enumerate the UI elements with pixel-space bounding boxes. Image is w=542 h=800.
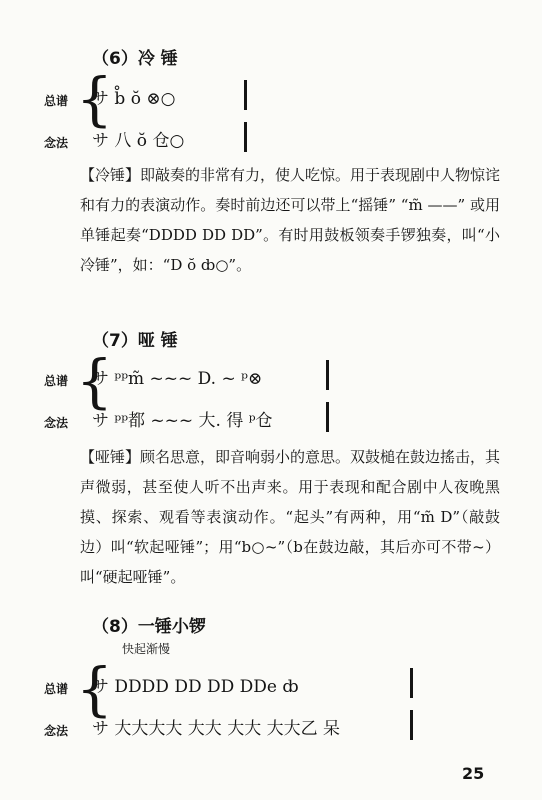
- section-6-title: （6）冷 锤: [92, 49, 178, 69]
- end-barline: [410, 710, 413, 740]
- chant-notes-7: サ ᵖᵖ都 ~~~ 大. 得 ᵖ仓: [92, 411, 273, 431]
- chant-label-6: 念法: [44, 136, 69, 150]
- section-6-paragraph: 【冷锤】即敲奏的非常有力，使人吃惊。用于表现剧中人物惊诧和有力的表演动作。奏时前边还可以带上“摇锤” “m̃ ——” 或用单锤起奏“DDDD DD DD”。有时用鼓板领奏手锣独奏，叫“小冷锤”，如：“D ŏ ȸ○”。: [80, 166, 501, 274]
- staff-brace-8: {: [76, 655, 113, 723]
- tempo-marking: 快起渐慢: [122, 642, 171, 656]
- section-7-paragraph: 【哑锤】顾名思意，即音响弱小的意思。双鼓槌在鼓边搖击，其声微弱，甚至使人听不出声来。用于表现和配合剧中人夜晚黑摸、探索、观看等表演动作。“起头”有两种，用“m̃ D”（敲鼓边）叫“软起哑锤”；用“b○~”（b在鼓边敲，其后亦可不带~）叫“硬起哑锤”。: [80, 448, 501, 586]
- chant-notes-8: サ 大大大大 大大 大大 大大乙 呆: [92, 719, 341, 739]
- score-notes-6: サ b̊ ŏ ⊗○: [92, 89, 176, 109]
- score-label-7: 总谱: [44, 374, 69, 388]
- score-label-8: 总谱: [44, 682, 69, 696]
- end-barline: [410, 668, 413, 698]
- section-7-title: （7）哑 锤: [92, 331, 178, 351]
- score-notes-7: サ ᵖᵖm̃ ~~~ D. ~ ᵖ⊗: [92, 369, 263, 389]
- end-barline: [244, 122, 247, 152]
- end-barline: [326, 402, 329, 432]
- end-barline: [326, 360, 329, 390]
- chant-label-8: 念法: [44, 724, 69, 738]
- page-number: 25: [462, 764, 485, 783]
- section-8-title: （8）一锤小锣: [92, 617, 206, 637]
- chant-notes-6: サ 八 ŏ 仓○: [92, 131, 185, 151]
- chant-label-7: 念法: [44, 416, 69, 430]
- score-label-6: 总谱: [44, 94, 69, 108]
- end-barline: [244, 80, 247, 110]
- score-notes-8: サ DDDD DD DD DDe ȸ: [92, 677, 299, 697]
- staff-brace-7: {: [76, 347, 113, 415]
- staff-brace-6: {: [76, 65, 113, 133]
